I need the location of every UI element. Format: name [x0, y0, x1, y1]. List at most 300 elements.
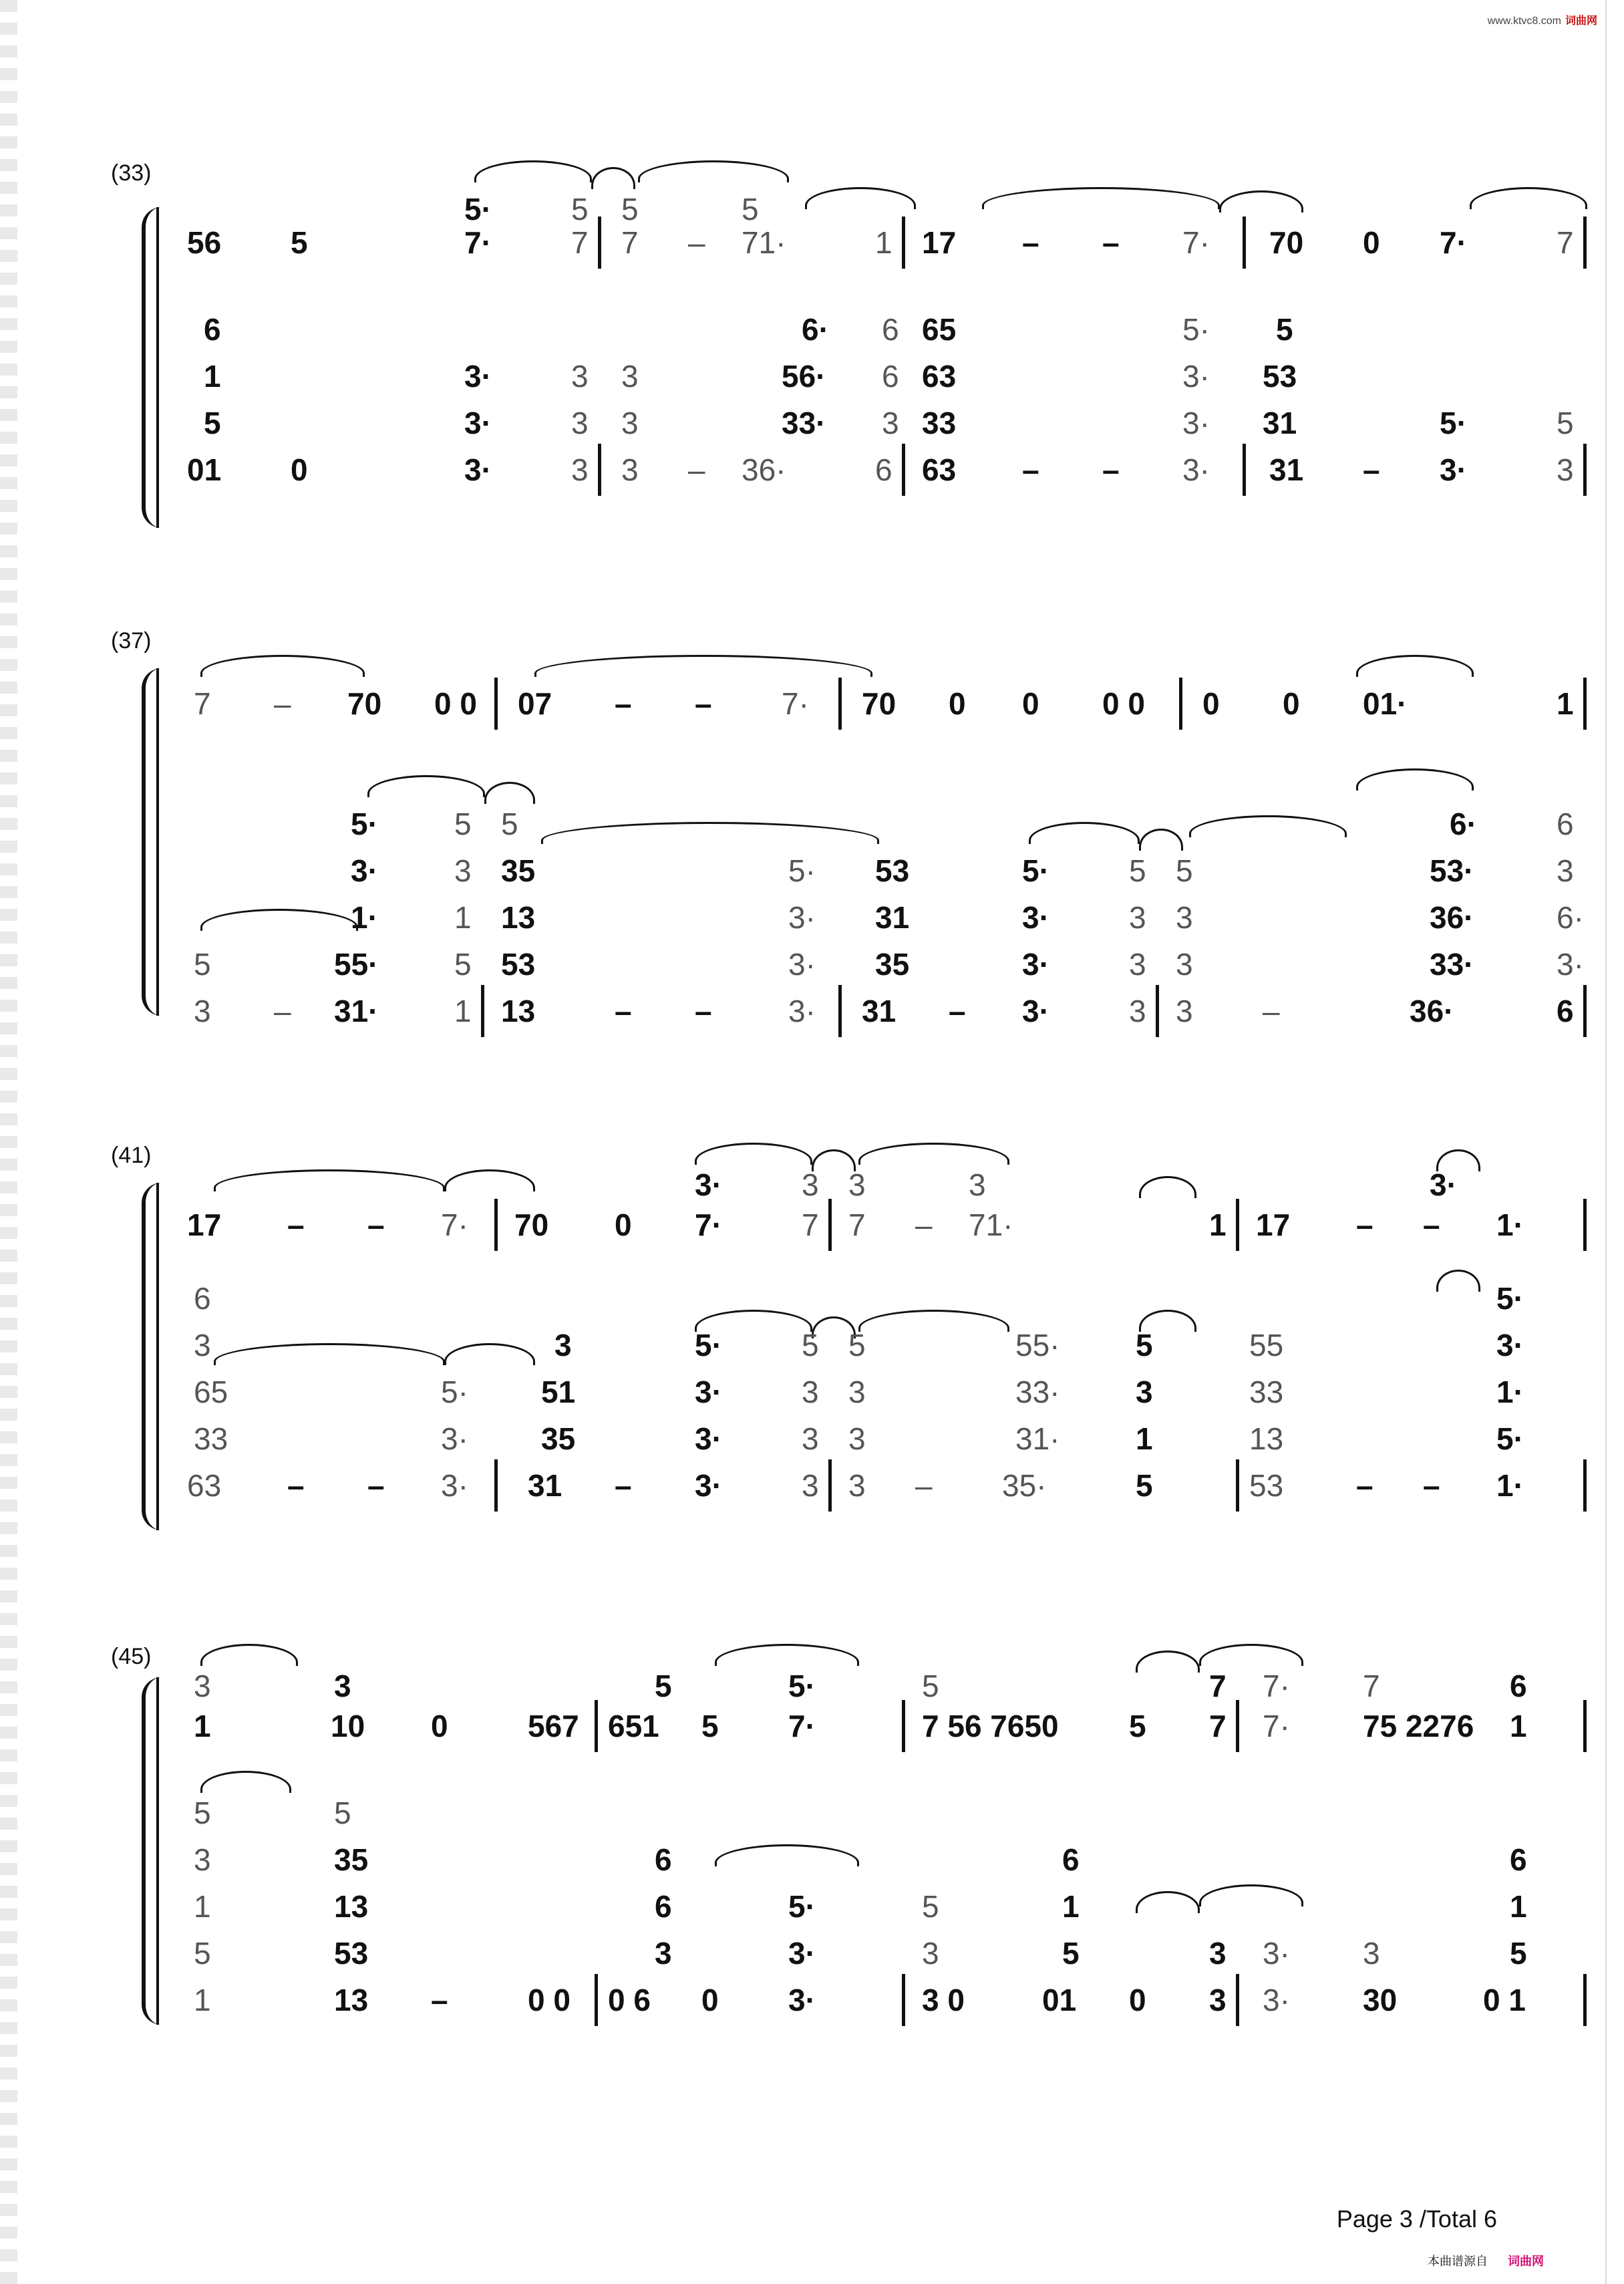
note: 3 [554, 1328, 572, 1363]
barline [481, 985, 484, 1037]
note: – [274, 994, 291, 1028]
note: 0 [1022, 686, 1039, 721]
note: 3· [788, 947, 816, 982]
slur [474, 160, 592, 182]
note: 1 [194, 1709, 211, 1743]
note: 1 [454, 900, 472, 935]
bass-row-1 [180, 807, 1574, 855]
note: 1 [1510, 1889, 1527, 1924]
note: 70 [514, 1207, 549, 1242]
note: 567 [528, 1709, 579, 1743]
top-melody-row [180, 686, 1574, 735]
note: 3 [802, 1421, 819, 1456]
barline [1236, 1459, 1239, 1512]
note: 01 [1042, 1983, 1077, 2017]
slur [1199, 1644, 1303, 1666]
note: 3· [441, 1421, 468, 1456]
note: 3· [351, 853, 378, 888]
note: 7 [621, 225, 639, 260]
bass-row-5 [180, 1983, 1526, 2031]
barline [1243, 217, 1246, 269]
note: 5 [204, 406, 221, 440]
note: 1 [875, 225, 892, 260]
barline [902, 1974, 905, 2026]
note: 3 [571, 359, 589, 394]
note: 7· [695, 1207, 722, 1242]
note: 6 [875, 452, 892, 487]
note: 0 [1283, 686, 1300, 721]
barline [598, 217, 601, 269]
slur [200, 1771, 291, 1793]
note: 3· [464, 406, 492, 440]
note: 5 [194, 947, 211, 982]
note: 6 [1062, 1842, 1080, 1877]
note: 53 [501, 947, 536, 982]
score-system-33 [107, 160, 1574, 548]
note: 5 [1136, 1468, 1153, 1503]
note: 3 [882, 406, 899, 440]
system-line [156, 668, 159, 1016]
note: 63 [922, 452, 957, 487]
note: 5 [922, 1889, 939, 1924]
note: 1· [351, 900, 378, 935]
note: 70 [347, 686, 382, 721]
note: 53 [875, 853, 910, 888]
note: 6 [1510, 1669, 1527, 1703]
note: 7 [1209, 1669, 1227, 1703]
score-system-45 [107, 1637, 1527, 2065]
note: 3 [1209, 1936, 1227, 1971]
slur [591, 167, 635, 189]
note: 5 [1129, 1709, 1146, 1743]
note: 3· [1440, 452, 1467, 487]
note: 5 [334, 1796, 351, 1830]
note: 71· [742, 225, 786, 260]
barline [1583, 985, 1587, 1037]
note: – [367, 1207, 385, 1242]
note: 3 [848, 1421, 866, 1456]
barline [828, 1459, 832, 1512]
footer-source [1428, 2252, 1544, 2269]
note: – [1102, 225, 1120, 260]
right-margin-line [1605, 0, 1607, 2284]
note: 5 [848, 1328, 866, 1363]
footer-source-label: 本曲谱源自 [1428, 2255, 1488, 2268]
note: 3· [1022, 947, 1049, 982]
note: 5· [1496, 1281, 1524, 1316]
note: 35· [1002, 1468, 1047, 1503]
barline [1583, 1700, 1587, 1752]
note: 5 [742, 192, 759, 227]
note: – [1022, 452, 1039, 487]
note: – [1263, 994, 1280, 1028]
header-url: www.ktvc8.com [1487, 15, 1561, 27]
barline [902, 217, 905, 269]
note: 53 [1249, 1468, 1284, 1503]
note: 3 [1209, 1983, 1227, 2017]
note: 6 [194, 1281, 211, 1316]
note: 5 [454, 807, 472, 841]
note: 5 [922, 1669, 939, 1703]
note: 3· [695, 1421, 722, 1456]
barline [838, 678, 842, 730]
bass-row-2 [180, 853, 1574, 902]
note: 7 [802, 1207, 819, 1242]
note: 3 [802, 1375, 819, 1409]
note: 3 [848, 1468, 866, 1503]
note: 71· [969, 1207, 1013, 1242]
note: – [1423, 1468, 1440, 1503]
system-line [156, 1677, 159, 2025]
note: 07 [518, 686, 552, 721]
note: 6 [882, 359, 899, 394]
bass-row-3 [180, 900, 1584, 949]
note: 10 [331, 1709, 365, 1743]
note: 1 [194, 1889, 211, 1924]
note: 5 [1510, 1936, 1527, 1971]
bass-row-3 [180, 1375, 1524, 1423]
note: – [1423, 1207, 1440, 1242]
barline [1236, 1199, 1239, 1251]
note: 3 [621, 406, 639, 440]
note: 5 [621, 192, 639, 227]
system-brace [142, 668, 163, 1016]
note: 7 [848, 1207, 866, 1242]
note: 0 1 [1483, 1983, 1526, 2017]
note: 55· [334, 947, 379, 982]
note: – [287, 1468, 305, 1503]
page-header [1488, 12, 1597, 27]
left-margin-strip [0, 0, 17, 2284]
barline [838, 985, 842, 1037]
note: 3· [788, 994, 816, 1028]
note: 36· [742, 452, 786, 487]
note: – [915, 1468, 933, 1503]
note: 3· [1430, 1167, 1457, 1202]
note: 30 [1363, 1983, 1398, 2017]
measure-number: (41) [111, 1143, 152, 1168]
note: 5· [1496, 1421, 1524, 1456]
note: 31· [1015, 1421, 1060, 1456]
note: 3· [1557, 947, 1584, 982]
note: 1 [194, 1983, 211, 2017]
page-number: Page 3 /Total 6 [1336, 2205, 1497, 2233]
note: 1 [1557, 686, 1574, 721]
note: 5 [1129, 853, 1146, 888]
note: 13 [334, 1983, 369, 2017]
note: 7· [1182, 225, 1210, 260]
note: 33 [1249, 1375, 1284, 1409]
note: 7· [788, 1709, 816, 1743]
note: – [1363, 452, 1380, 487]
slur [200, 1644, 298, 1666]
note: 3· [788, 900, 816, 935]
note: 31 [528, 1468, 562, 1503]
note: 3· [1263, 1983, 1290, 2017]
note: 7· [1263, 1709, 1290, 1743]
measure-number: (33) [111, 160, 152, 186]
note: 3 [334, 1669, 351, 1703]
note: – [695, 994, 712, 1028]
system-brace [142, 1183, 163, 1530]
note: 3· [1022, 900, 1049, 935]
note: – [688, 452, 705, 487]
note: 13 [1249, 1421, 1284, 1456]
note: 0 0 [434, 686, 477, 721]
note: 35 [541, 1421, 576, 1456]
note: 33· [1430, 947, 1474, 982]
note: 13 [501, 994, 536, 1028]
slur [858, 1143, 1009, 1165]
note: 31 [862, 994, 897, 1028]
measure-number: (45) [111, 1644, 152, 1669]
slur [367, 775, 485, 797]
bass-row-4 [180, 1936, 1527, 1985]
barline [1583, 444, 1587, 496]
note: 3 [655, 1936, 672, 1971]
note: 31 [1269, 452, 1304, 487]
note: – [615, 994, 632, 1028]
note: 3· [788, 1936, 816, 1971]
bass-row-3 [180, 406, 1574, 454]
barline [902, 444, 905, 496]
note: 0 [701, 1983, 719, 2017]
note: 6· [802, 312, 829, 347]
bass-row-1 [180, 1798, 1496, 1844]
note: 5 [571, 192, 589, 227]
note: – [1102, 452, 1120, 487]
note: 3 [969, 1167, 986, 1202]
note: 1· [1496, 1375, 1524, 1409]
slur [695, 1143, 812, 1165]
barline [595, 1974, 598, 2026]
slur [534, 655, 872, 677]
note: 7· [441, 1207, 468, 1242]
note: 5· [788, 1669, 816, 1703]
note: 5· [1022, 853, 1049, 888]
note: 6· [1557, 900, 1584, 935]
slur [200, 655, 365, 677]
note: 1 [1136, 1421, 1153, 1456]
note: 63 [187, 1468, 222, 1503]
note: 36· [1410, 994, 1454, 1028]
note: – [615, 686, 632, 721]
note: 3 [1557, 452, 1574, 487]
slur [484, 782, 535, 804]
note: 5 [291, 225, 308, 260]
note: 1 [454, 994, 472, 1028]
note: 3 [1176, 900, 1193, 935]
note: 3 [621, 359, 639, 394]
note: – [949, 994, 966, 1028]
note: – [688, 225, 705, 260]
note: 5· [695, 1328, 722, 1363]
note: 6 [1510, 1842, 1527, 1877]
note: 53· [1430, 853, 1474, 888]
note: 3· [1022, 994, 1049, 1028]
note: 5· [1440, 406, 1467, 440]
barline [494, 1199, 498, 1251]
note: 5 [701, 1709, 719, 1743]
note: 33· [1015, 1375, 1060, 1409]
slur [1356, 655, 1474, 677]
bass-row-2 [180, 1842, 1527, 1891]
note: 5 [194, 1936, 211, 1971]
note: 5· [441, 1375, 468, 1409]
barline [1583, 678, 1587, 730]
note: 1· [1496, 1468, 1524, 1503]
slur [1356, 768, 1474, 791]
note: 63 [922, 359, 957, 394]
note: 0 0 [1102, 686, 1145, 721]
note: 7· [782, 686, 809, 721]
note: 55· [1015, 1328, 1060, 1363]
slur [715, 1644, 859, 1666]
slur [638, 160, 789, 182]
footer-site-link[interactable]: 词曲网 [1508, 2255, 1544, 2268]
note: 3 [1176, 947, 1193, 982]
barline [1179, 678, 1182, 730]
note: 7 [194, 686, 211, 721]
barline [828, 1199, 832, 1251]
note: – [1356, 1468, 1373, 1503]
note: 7 [571, 225, 589, 260]
note: 3· [1182, 359, 1210, 394]
note: 3 0 [922, 1983, 965, 2017]
barline [1156, 985, 1159, 1037]
note: 3· [441, 1468, 468, 1503]
note: 7 [1363, 1669, 1380, 1703]
note: 7 [1209, 1709, 1227, 1743]
note: 75 2276 [1363, 1709, 1474, 1743]
note: 3· [464, 452, 492, 487]
note: 51 [541, 1375, 576, 1409]
note: 0 [615, 1207, 632, 1242]
slur [1136, 1651, 1200, 1673]
note: 3 [848, 1375, 866, 1409]
note: 3 [194, 994, 211, 1028]
note: 3· [1182, 452, 1210, 487]
top-melody-row [180, 1709, 1527, 1757]
note: – [1356, 1207, 1373, 1242]
note: 55 [1249, 1328, 1284, 1363]
note: 3 [621, 452, 639, 487]
note: 5 [454, 947, 472, 982]
note: – [1022, 225, 1039, 260]
note: 5 [1557, 406, 1574, 440]
note: 3 [571, 452, 589, 487]
note: 5· [788, 1889, 816, 1924]
system-brace [142, 1677, 163, 2025]
note: 17 [187, 1207, 222, 1242]
note: 33· [782, 406, 826, 440]
note: 3· [1182, 406, 1210, 440]
note: 7· [1263, 1669, 1290, 1703]
system-brace [142, 207, 163, 528]
note: – [287, 1207, 305, 1242]
note: 5· [464, 192, 492, 227]
note: 36· [1430, 900, 1474, 935]
bass-row-5 [180, 994, 1574, 1042]
note: 65 [922, 312, 957, 347]
barline [1583, 1459, 1587, 1512]
note: 6 [655, 1889, 672, 1924]
note: 0 [1363, 225, 1380, 260]
bass-row-2 [180, 361, 1496, 408]
note: 5 [1276, 312, 1293, 347]
note: 3· [695, 1468, 722, 1503]
note: 3 [1176, 994, 1193, 1028]
note: 3 [1129, 994, 1146, 1028]
bass-row-1 [180, 314, 1496, 361]
note: 7· [464, 225, 492, 260]
note: 1 [1209, 1207, 1227, 1242]
note: 65 [194, 1375, 228, 1409]
measure-number: (37) [111, 628, 152, 654]
note: – [274, 686, 291, 721]
note: 0 [1129, 1983, 1146, 2017]
note: 56 [187, 225, 222, 260]
bass-row-5 [180, 1468, 1524, 1517]
note: 6 [882, 312, 899, 347]
note: 3 [1136, 1375, 1153, 1409]
score-system-37 [107, 628, 1584, 1056]
note: 3· [695, 1375, 722, 1409]
barline [494, 1459, 498, 1512]
note: – [431, 1983, 448, 2017]
note: 6 [1557, 994, 1574, 1028]
note: 35 [334, 1842, 369, 1877]
note: 1 [1062, 1889, 1080, 1924]
barline [1243, 444, 1246, 496]
bass-row-4 [180, 452, 1574, 501]
note: 6 [655, 1842, 672, 1877]
top-melody-row [180, 225, 1574, 274]
note: 3 [1129, 900, 1146, 935]
note: 0 [291, 452, 308, 487]
note: 1 [1510, 1709, 1527, 1743]
bass-row-4 [180, 1421, 1524, 1470]
note: 5 [1062, 1936, 1080, 1971]
note: – [615, 1468, 632, 1503]
note: 0 6 [608, 1983, 651, 2017]
header-brand: 词曲网 [1565, 15, 1597, 27]
note: 31· [334, 994, 379, 1028]
barline [494, 678, 498, 730]
note: 56· [782, 359, 826, 394]
system-line [156, 207, 159, 528]
note: 70 [1269, 225, 1304, 260]
note: 651 [608, 1709, 659, 1743]
note: 01 [187, 452, 222, 487]
note: 3 [194, 1842, 211, 1877]
note: – [915, 1207, 933, 1242]
note: 31 [875, 900, 910, 935]
note: 53 [1263, 359, 1297, 394]
note: 35 [875, 947, 910, 982]
note: 6 [1557, 807, 1574, 841]
note: 3 [922, 1936, 939, 1971]
note: 13 [334, 1889, 369, 1924]
note: 5 [501, 807, 518, 841]
note: 17 [922, 225, 957, 260]
note: 1 [204, 359, 221, 394]
barline [1236, 1700, 1239, 1752]
note: 3· [1263, 1936, 1290, 1971]
bass-row-2 [180, 1328, 1524, 1377]
note: 5 [1176, 853, 1193, 888]
note: 0 [1202, 686, 1220, 721]
